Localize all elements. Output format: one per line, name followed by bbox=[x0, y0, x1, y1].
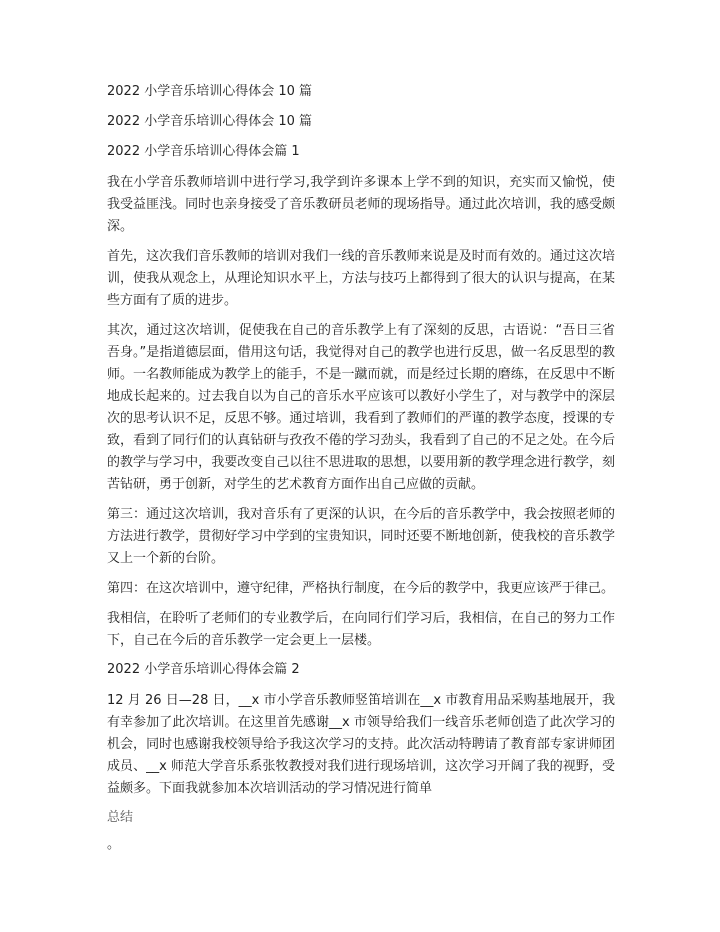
document-body bbox=[107, 82, 615, 856]
section-1-title: 2022 小学音乐培训心得体会篇 1 bbox=[107, 144, 300, 159]
section-1-paragraph-6: 我相信，在聆听了老师们的专业教学后，在向同行们学习后，我相信，在自己的努力工作下，自己在今后的音乐教学一定会更上一层楼。 bbox=[107, 611, 615, 648]
section-1-paragraph-1: 我在小学音乐教师培训中进行学习,我学到许多课本上学不到的知识，充实而又愉悦，使我受益匪浅。同时也亲身接受了音乐教研员老师的现场指导。通过此次培训，我的感受颇深。 bbox=[107, 175, 615, 234]
section-2-paragraph-1: 12 月 26 日—28 日，__x 市小学音乐教师竖笛培训在__x 市教育用品采购基地展开，我有幸参加了此次培训。在这里首先感谢__x 市领导给我们一线音乐老师创造了此次学习的机会，同时也感谢我校领导给予我这次学习的支持。此次活动特聘请了教育部专家讲师团成员、__x 师范大学音乐系张牧教授对我们进行现场培训，这次学习开阔了我的视野，受益颇多。下面我就参加本次培训活动的学习情况进行简单 bbox=[107, 693, 615, 796]
section-1-paragraph-5: 第四：在这次培训中，遵守纪律，严格执行制度，在今后的教学中，我更应该严于律己。 bbox=[107, 581, 615, 596]
document-title: 2022 小学音乐培训心得体会 10 篇 bbox=[107, 84, 313, 99]
summary-label: 总结 bbox=[107, 810, 134, 825]
section-1-paragraph-2: 首先，这次我们音乐教师的培训对我们一线的音乐教师来说是及时而有效的。通过这次培训，使我从观念上，从理论知识水平上，方法与技巧上都得到了很大的认识与提高，在某些方面有了质的进步。 bbox=[107, 249, 615, 308]
section-2-title: 2022 小学音乐培训心得体会篇 2 bbox=[107, 662, 300, 677]
document-title-repeat: 2022 小学音乐培训心得体会 10 篇 bbox=[107, 114, 313, 129]
trailing-mark: 。 bbox=[107, 837, 121, 852]
section-1-paragraph-3: 其次，通过这次培训，促使我在自己的音乐教学上有了深刻的反思，古语说：“吾日三省吾身。”是指道德层面，借用这句话，我觉得对自己的教学也进行反思，做一名反思型的教师。一名教师能成为教学上的能手，不是一蹴而就，而是经过长期的磨练，在反思中不断地成长起来的。过去我自以为自己的音乐水平应该可以教好小学生了，对与教学中的深层次的思考认识不足，反思不够。通过培训，我看到了教师们的严谨的教学态度，授课的专致，看到了同行们的认真钻研与孜孜不倦的学习劲头，我看到了自己的不足之处。在今后的教学与学习中，我要改变自己以往不思进取的思想，以要用新的教学理念进行教学，刻苦钻研，勇于创新，对学生的艺术教育方面作出自己应做的贡献。 bbox=[107, 323, 615, 492]
section-1-paragraph-4: 第三：通过这次培训，我对音乐有了更深的认识，在今后的音乐教学中，我会按照老师的方法进行教学，贯彻好学习中学到的宝贵知识，同时还要不断地创新，使我校的音乐教学又上一个新的台阶。 bbox=[107, 507, 615, 566]
